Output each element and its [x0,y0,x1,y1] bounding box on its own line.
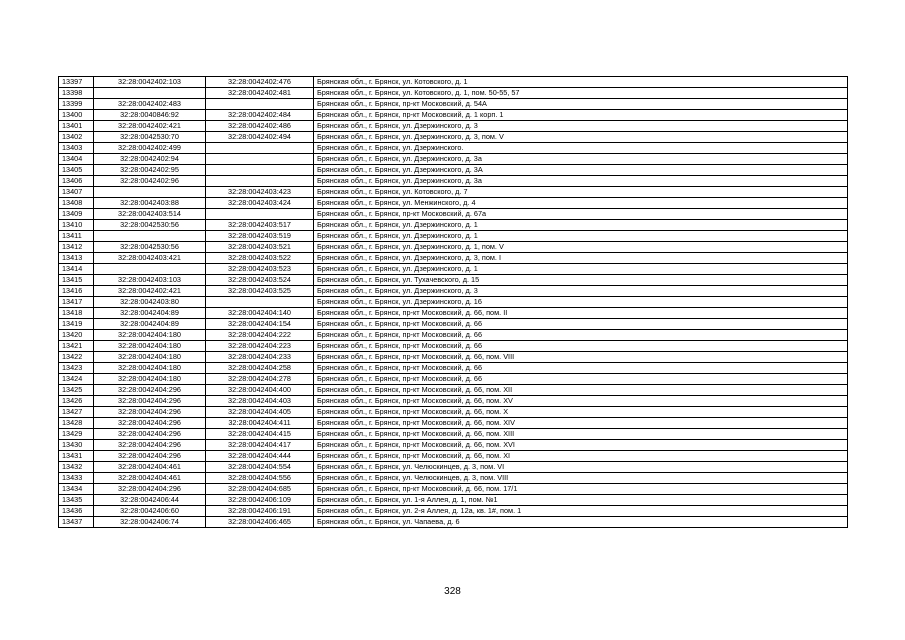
cadastral-number-cell: 32:28:0042402:96 [94,176,206,187]
building-cadastral-number-cell: 32:28:0042404:415 [206,429,314,440]
cadastral-number-cell: 32:28:0042402:499 [94,143,206,154]
building-cadastral-number-cell: 32:28:0042403:524 [206,275,314,286]
row-number-cell: 13421 [59,341,94,352]
table-row [59,264,848,275]
address-cell: Брянская обл., г. Брянск, пр-кт Московский, д. 1 корп. 1 [314,110,848,121]
table-row [59,242,848,253]
row-number-cell: 13424 [59,374,94,385]
building-cadastral-number-cell: 32:28:0042402:494 [206,132,314,143]
address-cell: Брянская обл., г. Брянск, пр-кт Московский, д. 54А [314,99,848,110]
row-number-cell: 13398 [59,88,94,99]
address-cell: Брянская обл., г. Брянск, ул. Дзержинского, д. 3, пом. V [314,132,848,143]
cadastral-number-cell [94,187,206,198]
table-row [59,385,848,396]
row-number-cell: 13427 [59,407,94,418]
building-cadastral-number-cell: 32:28:0042403:525 [206,286,314,297]
address-cell: Брянская обл., г. Брянск, ул. Дзержинского, д. 1, пом. V [314,242,848,253]
cadastral-number-cell: 32:28:0042530:70 [94,132,206,143]
table-row [59,473,848,484]
cadastral-number-cell: 32:28:0042403:80 [94,297,206,308]
address-cell: Брянская обл., г. Брянск, пр-кт Московский, д. 66, пом. VIII [314,352,848,363]
address-cell: Брянская обл., г. Брянск, пр-кт Московский, д. 66, пом. X [314,407,848,418]
table-row [59,308,848,319]
row-number-cell: 13409 [59,209,94,220]
address-cell: Брянская обл., г. Брянск, ул. Чапаева, д. 6 [314,517,848,528]
building-cadastral-number-cell [206,297,314,308]
table-row [59,275,848,286]
row-number-cell: 13430 [59,440,94,451]
address-cell: Брянская обл., г. Брянск, ул. Котовского, д. 7 [314,187,848,198]
table-row [59,407,848,418]
row-number-cell: 13416 [59,286,94,297]
cadastral-number-cell: 32:28:0042404:180 [94,330,206,341]
table-row [59,506,848,517]
table-row [59,99,848,110]
row-number-cell: 13435 [59,495,94,506]
building-cadastral-number-cell: 32:28:0042404:233 [206,352,314,363]
row-number-cell: 13415 [59,275,94,286]
address-cell: Брянская обл., г. Брянск, ул. Менжинского, д. 4 [314,198,848,209]
row-number-cell: 13429 [59,429,94,440]
cadastral-number-cell: 32:28:0042404:461 [94,462,206,473]
address-cell: Брянская обл., г. Брянск, пр-кт Московский, д. 66, пом. XVI [314,440,848,451]
building-cadastral-number-cell: 32:28:0042403:517 [206,220,314,231]
building-cadastral-number-cell: 32:28:0042404:417 [206,440,314,451]
row-number-cell: 13420 [59,330,94,341]
cadastral-number-cell: 32:28:0042402:94 [94,154,206,165]
cadastral-number-cell: 32:28:0042404:296 [94,451,206,462]
row-number-cell: 13403 [59,143,94,154]
row-number-cell: 13413 [59,253,94,264]
cadastral-number-cell: 32:28:0042404:296 [94,484,206,495]
table-row [59,220,848,231]
building-cadastral-number-cell [206,143,314,154]
building-cadastral-number-cell [206,154,314,165]
building-cadastral-number-cell: 32:28:0042404:223 [206,341,314,352]
row-number-cell: 13414 [59,264,94,275]
building-cadastral-number-cell: 32:28:0042404:140 [206,308,314,319]
building-cadastral-number-cell [206,209,314,220]
row-number-cell: 13425 [59,385,94,396]
building-cadastral-number-cell: 32:28:0042406:465 [206,517,314,528]
address-cell: Брянская обл., г. Брянск, ул. Челюскинцев, д. 3, пом. VIII [314,473,848,484]
registry-table [58,76,848,528]
address-cell: Брянская обл., г. Брянск, пр-кт Московский, д. 66 [314,330,848,341]
table-row [59,429,848,440]
table-row [59,132,848,143]
cadastral-number-cell: 32:28:0042404:296 [94,385,206,396]
row-number-cell: 13432 [59,462,94,473]
address-cell: Брянская обл., г. Брянск, пр-кт Московский, д. 66, пом. XIV [314,418,848,429]
address-cell: Брянская обл., г. Брянск, ул. Тухачевского, д. 15 [314,275,848,286]
row-number-cell: 13434 [59,484,94,495]
building-cadastral-number-cell: 32:28:0042402:486 [206,121,314,132]
cadastral-number-cell: 32:28:0042406:44 [94,495,206,506]
row-number-cell: 13433 [59,473,94,484]
row-number-cell: 13437 [59,517,94,528]
building-cadastral-number-cell: 32:28:0042404:556 [206,473,314,484]
cadastral-number-cell: 32:28:0042404:89 [94,319,206,330]
table-row [59,143,848,154]
table-row [59,209,848,220]
address-cell: Брянская обл., г. Брянск, пр-кт Московский, д. 66, пом. XV [314,396,848,407]
address-cell: Брянская обл., г. Брянск, пр-кт Московский, д. 66 [314,363,848,374]
address-cell: Брянская обл., г. Брянск, пр-кт Московский, д. 66, пом. XII [314,385,848,396]
table-row [59,495,848,506]
address-cell: Брянская обл., г. Брянск, пр-кт Московский, д. 67а [314,209,848,220]
table-row [59,110,848,121]
row-number-cell: 13410 [59,220,94,231]
cadastral-number-cell: 32:28:0042404:296 [94,440,206,451]
building-cadastral-number-cell: 32:28:0042404:405 [206,407,314,418]
address-cell: Брянская обл., г. Брянск, ул. Дзержинского, д. 1 [314,220,848,231]
address-cell: Брянская обл., г. Брянск, ул. Дзержинского, д. 3а [314,176,848,187]
building-cadastral-number-cell: 32:28:0042402:481 [206,88,314,99]
address-cell: Брянская обл., г. Брянск, пр-кт Московский, д. 66, пом. XI [314,451,848,462]
row-number-cell: 13400 [59,110,94,121]
table-row [59,330,848,341]
table-row [59,253,848,264]
cadastral-number-cell: 32:28:0042404:461 [94,473,206,484]
building-cadastral-number-cell: 32:28:0042406:191 [206,506,314,517]
cadastral-number-cell: 32:28:0042402:103 [94,77,206,88]
row-number-cell: 13423 [59,363,94,374]
cadastral-number-cell: 32:28:0040846:92 [94,110,206,121]
building-cadastral-number-cell: 32:28:0042403:521 [206,242,314,253]
building-cadastral-number-cell: 32:28:0042403:523 [206,264,314,275]
cadastral-number-cell: 32:28:0042404:89 [94,308,206,319]
table-row [59,165,848,176]
address-cell: Брянская обл., г. Брянск, пр-кт Московский, д. 66, пом. II [314,308,848,319]
row-number-cell: 13417 [59,297,94,308]
page-number: 328 [444,586,461,597]
row-number-cell: 13406 [59,176,94,187]
cadastral-number-cell: 32:28:0042530:56 [94,242,206,253]
cadastral-number-cell: 32:28:0042404:180 [94,341,206,352]
address-cell: Брянская обл., г. Брянск, ул. Дзержинского, д. 16 [314,297,848,308]
building-cadastral-number-cell: 32:28:0042404:685 [206,484,314,495]
address-cell: Брянская обл., г. Брянск, пр-кт Московский, д. 66 [314,341,848,352]
cadastral-number-cell: 32:28:0042404:296 [94,418,206,429]
cadastral-number-cell: 32:28:0042402:421 [94,286,206,297]
row-number-cell: 13412 [59,242,94,253]
table-row [59,440,848,451]
address-cell: Брянская обл., г. Брянск, пр-кт Московский, д. 66, пом. XIII [314,429,848,440]
cadastral-number-cell [94,231,206,242]
address-cell: Брянская обл., г. Брянск, ул. 2-я Аллея, д. 12а, кв. 1#, пом. 1 [314,506,848,517]
row-number-cell: 13431 [59,451,94,462]
row-number-cell: 13418 [59,308,94,319]
table-row [59,341,848,352]
table-row [59,484,848,495]
building-cadastral-number-cell: 32:28:0042404:444 [206,451,314,462]
row-number-cell: 13404 [59,154,94,165]
row-number-cell: 13428 [59,418,94,429]
building-cadastral-number-cell: 32:28:0042404:222 [206,330,314,341]
row-number-cell: 13411 [59,231,94,242]
table-row [59,462,848,473]
table-row [59,374,848,385]
cadastral-number-cell: 32:28:0042402:483 [94,99,206,110]
cadastral-number-cell: 32:28:0042404:296 [94,407,206,418]
cadastral-number-cell: 32:28:0042406:60 [94,506,206,517]
address-cell: Брянская обл., г. Брянск, ул. Дзержинского, д. 3а [314,154,848,165]
table-row [59,154,848,165]
table-row [59,352,848,363]
address-cell: Брянская обл., г. Брянск, ул. Дзержинского, д. 1 [314,231,848,242]
table-row [59,297,848,308]
cadastral-number-cell: 32:28:0042402:421 [94,121,206,132]
address-cell: Брянская обл., г. Брянск, ул. Дзержинского, д. 3, пом. I [314,253,848,264]
table-row [59,121,848,132]
cadastral-number-cell: 32:28:0042404:180 [94,363,206,374]
cadastral-number-cell: 32:28:0042404:180 [94,374,206,385]
building-cadastral-number-cell: 32:28:0042404:400 [206,385,314,396]
cadastral-number-cell: 32:28:0042404:296 [94,429,206,440]
building-cadastral-number-cell [206,99,314,110]
building-cadastral-number-cell: 32:28:0042403:519 [206,231,314,242]
building-cadastral-number-cell: 32:28:0042403:423 [206,187,314,198]
table-row [59,396,848,407]
building-cadastral-number-cell: 32:28:0042404:411 [206,418,314,429]
table-row [59,231,848,242]
table-row [59,451,848,462]
cadastral-number-cell: 32:28:0042402:95 [94,165,206,176]
table-row [59,77,848,88]
address-cell: Брянская обл., г. Брянск, ул. Дзержинского, д. 3А [314,165,848,176]
cadastral-number-cell: 32:28:0042530:56 [94,220,206,231]
building-cadastral-number-cell: 32:28:0042403:424 [206,198,314,209]
building-cadastral-number-cell: 32:28:0042404:554 [206,462,314,473]
address-cell: Брянская обл., г. Брянск, ул. 1-я Аллея, д. 1, пом. №1 [314,495,848,506]
row-number-cell: 13422 [59,352,94,363]
address-cell: Брянская обл., г. Брянск, пр-кт Московский, д. 66 [314,374,848,385]
cadastral-number-cell: 32:28:0042406:74 [94,517,206,528]
cadastral-number-cell: 32:28:0042403:514 [94,209,206,220]
table-row [59,187,848,198]
address-cell: Брянская обл., г. Брянск, пр-кт Московский, д. 66, пом. 17/1 [314,484,848,495]
building-cadastral-number-cell: 32:28:0042403:522 [206,253,314,264]
address-cell: Брянская обл., г. Брянск, ул. Дзержинского, д. 1 [314,264,848,275]
row-number-cell: 13402 [59,132,94,143]
row-number-cell: 13419 [59,319,94,330]
row-number-cell: 13405 [59,165,94,176]
row-number-cell: 13399 [59,99,94,110]
building-cadastral-number-cell [206,176,314,187]
row-number-cell: 13408 [59,198,94,209]
row-number-cell: 13436 [59,506,94,517]
address-cell: Брянская обл., г. Брянск, ул. Челюскинцев, д. 3, пом. VI [314,462,848,473]
address-cell: Брянская обл., г. Брянск, ул. Дзержинского, д. 3 [314,121,848,132]
building-cadastral-number-cell [206,165,314,176]
cadastral-number-cell: 32:28:0042403:103 [94,275,206,286]
building-cadastral-number-cell: 32:28:0042404:403 [206,396,314,407]
address-cell: Брянская обл., г. Брянск, ул. Дзержинского. [314,143,848,154]
cadastral-number-cell: 32:28:0042403:88 [94,198,206,209]
address-cell: Брянская обл., г. Брянск, ул. Котовского, д. 1 [314,77,848,88]
cadastral-number-cell: 32:28:0042403:421 [94,253,206,264]
table-row [59,88,848,99]
building-cadastral-number-cell: 32:28:0042404:154 [206,319,314,330]
registry-body [59,77,848,528]
building-cadastral-number-cell: 32:28:0042402:476 [206,77,314,88]
building-cadastral-number-cell: 32:28:0042402:484 [206,110,314,121]
row-number-cell: 13397 [59,77,94,88]
table-row [59,363,848,374]
row-number-cell: 13426 [59,396,94,407]
building-cadastral-number-cell: 32:28:0042404:258 [206,363,314,374]
table-row [59,286,848,297]
cadastral-number-cell [94,88,206,99]
cadastral-number-cell: 32:28:0042404:296 [94,396,206,407]
building-cadastral-number-cell: 32:28:0042404:278 [206,374,314,385]
building-cadastral-number-cell: 32:28:0042406:109 [206,495,314,506]
cadastral-number-cell [94,264,206,275]
cadastral-number-cell: 32:28:0042404:180 [94,352,206,363]
table-row [59,517,848,528]
address-cell: Брянская обл., г. Брянск, ул. Котовского, д. 1, пом. 50-55, 57 [314,88,848,99]
row-number-cell: 13407 [59,187,94,198]
table-row [59,176,848,187]
address-cell: Брянская обл., г. Брянск, ул. Дзержинского, д. 3 [314,286,848,297]
table-row [59,418,848,429]
table-row [59,198,848,209]
row-number-cell: 13401 [59,121,94,132]
table-row [59,319,848,330]
address-cell: Брянская обл., г. Брянск, пр-кт Московский, д. 66 [314,319,848,330]
